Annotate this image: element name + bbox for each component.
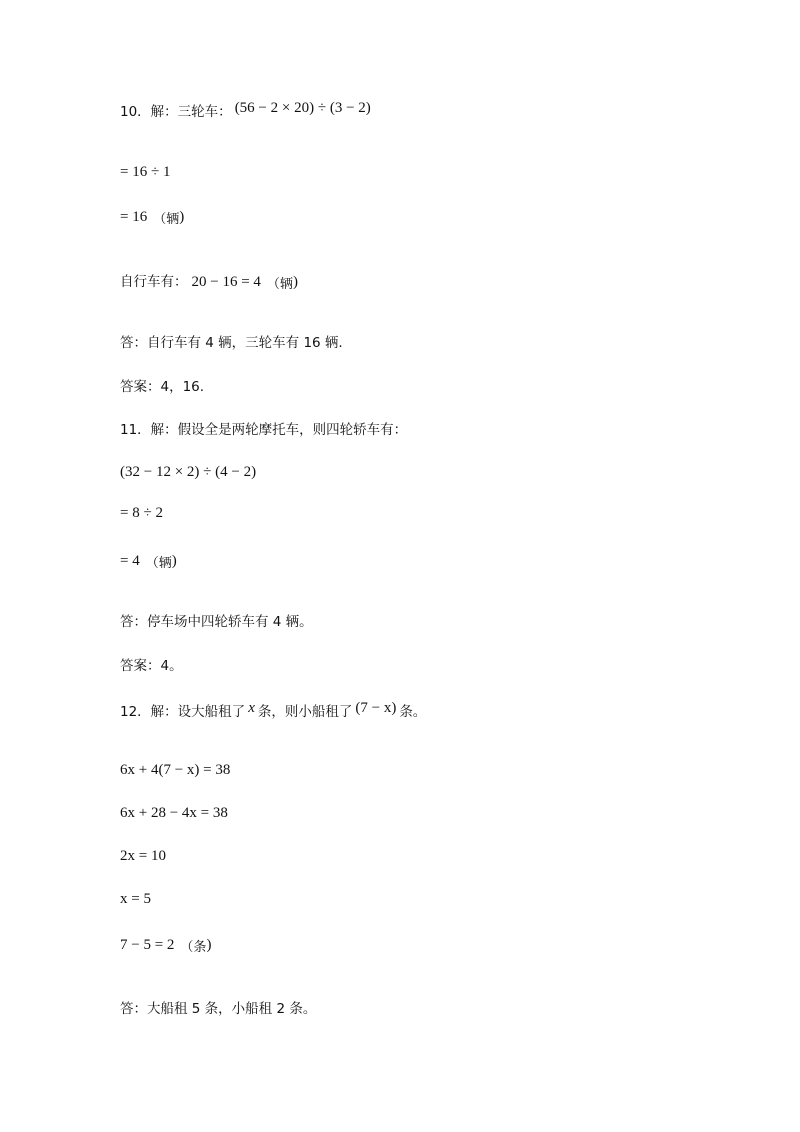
q11-step1: = 8 ÷ 2 bbox=[120, 505, 163, 521]
q11-key: 答案：4。 bbox=[120, 658, 183, 674]
q12-equation-3: 2x = 10 bbox=[120, 848, 166, 864]
q10-bike-unit-close: ) bbox=[292, 274, 298, 290]
q12-header-c: 条。 bbox=[399, 704, 427, 720]
q11-unit-close: ) bbox=[171, 553, 177, 569]
q12-header-a: 12．解：设大船租了 bbox=[120, 704, 246, 720]
q10-bike-unit: （辆 bbox=[266, 277, 293, 292]
q10-bike-label: 自行车有： bbox=[120, 274, 188, 290]
q12-variable-x: x bbox=[248, 700, 255, 716]
q11-step2: = 4 bbox=[120, 553, 140, 569]
q10-step1: = 16 ÷ 1 bbox=[120, 164, 171, 180]
q11-answer: 答：停车场中四轮轿车有 4 辆。 bbox=[120, 614, 313, 630]
q12-header-line bbox=[120, 702, 426, 722]
q12-answer: 答：大船租 5 条，小船租 2 条。 bbox=[120, 1001, 317, 1017]
q11-expression: (32 − 12 × 2) ÷ (4 − 2) bbox=[120, 464, 257, 480]
q10-header: 10．解：三轮车： bbox=[120, 104, 232, 120]
q10-step2: = 16 bbox=[120, 209, 148, 225]
q12-paren-expression: (7 − x) bbox=[355, 700, 397, 716]
q12-equation-2: 6x + 28 − 4x = 38 bbox=[120, 805, 228, 821]
q12-equation-1: 6x + 4(7 − x) = 38 bbox=[120, 762, 231, 778]
q10-step2-line bbox=[120, 207, 184, 228]
q12-unit: （条 bbox=[180, 940, 207, 955]
q10-bike-line bbox=[120, 272, 298, 293]
q12-equation-5: 7 − 5 = 2 bbox=[120, 937, 175, 953]
q10-bike-expression: 20 − 16 = 4 bbox=[191, 274, 261, 290]
q12-unit-close: ) bbox=[206, 937, 212, 953]
q12-equation-5-line bbox=[120, 935, 211, 956]
q12-equation-4: x = 5 bbox=[120, 891, 151, 907]
q11-unit: （辆 bbox=[145, 556, 172, 571]
q11-header: 11．解：假设全是两轮摩托车，则四轮轿车有： bbox=[120, 422, 408, 438]
q10-unit: （辆 bbox=[153, 212, 180, 227]
q12-header-b: 条，则小船租了 bbox=[257, 704, 353, 720]
q10-key: 答案：4，16. bbox=[120, 379, 205, 395]
q10-header-line bbox=[120, 102, 374, 122]
q11-step2-line bbox=[120, 551, 177, 572]
q10-expression: (56 − 2 × 20) ÷ (3 − 2) bbox=[234, 100, 371, 116]
q10-answer: 答：自行车有 4 辆，三轮车有 16 辆. bbox=[120, 335, 343, 351]
q10-unit-close: ) bbox=[179, 209, 185, 225]
